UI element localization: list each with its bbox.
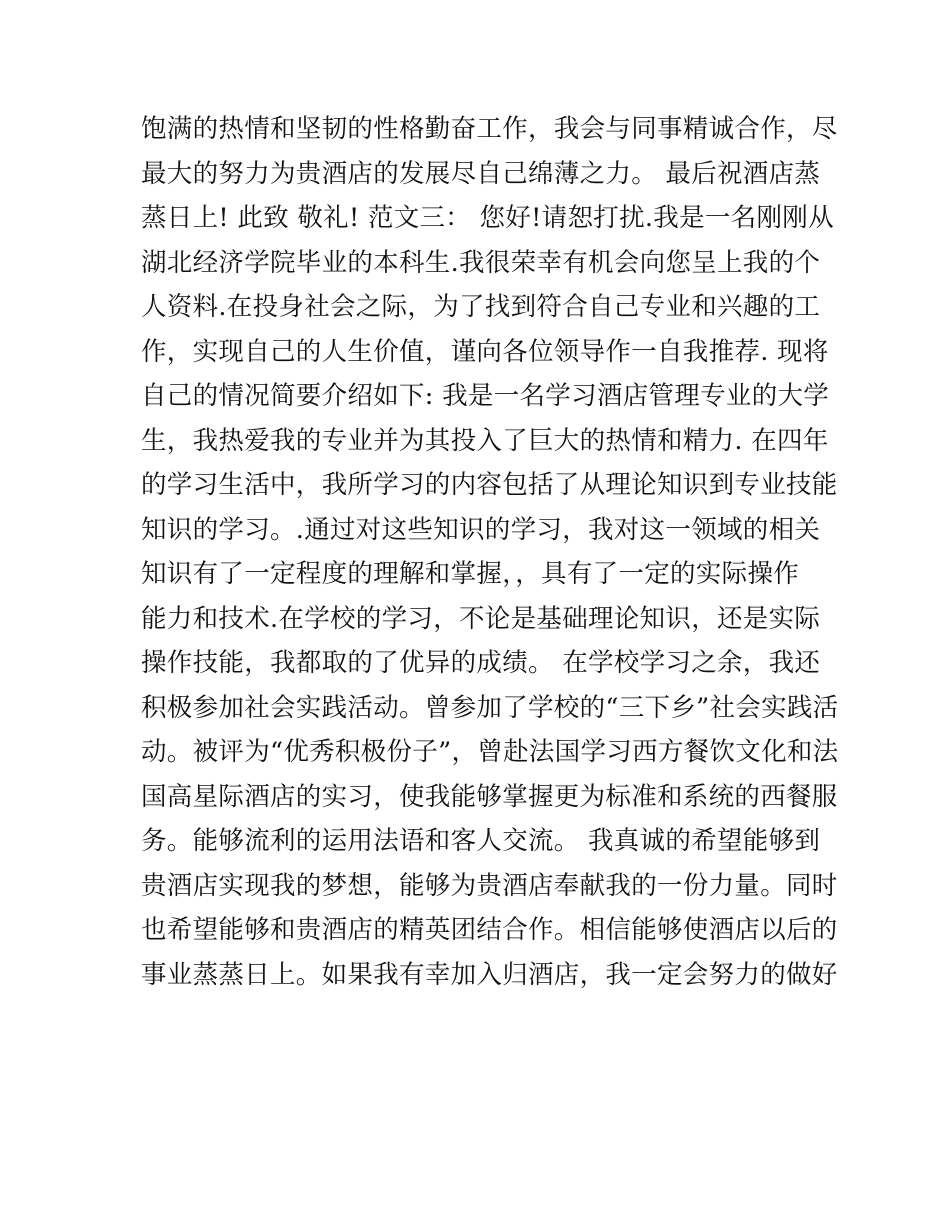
- text-line: 贵酒店实现我的梦想，能够为贵酒店奉献我的一份力量。同时: [141, 870, 838, 901]
- text-line: 最大的努力为贵酒店的发展尽自己绵薄之力。 最后祝酒店蒸: [141, 158, 821, 189]
- text-line: 饱满的热情和坚韧的性格勤奋工作，我会与同事精诚合作，尽: [141, 114, 838, 144]
- text-line: 的学习生活中，我所学习的内容包括了从理论知识到专业技能: [141, 470, 838, 500]
- body-text: [141, 107, 839, 997]
- text-line: 蒸日上! 此致 敬礼! 范文三： 您好!请恕打扰.我是一名刚刚从: [141, 203, 834, 233]
- text-line: 操作技能，我都取的了优异的成绩。 在学校学习之余，我还: [141, 648, 821, 678]
- text-line: 作，实现自己的人生价值，谨向各位领导作一自我推荐. 现将: [141, 336, 829, 367]
- text-line: 也希望能够和贵酒店的精英团结合作。相信能够使酒店以后的: [141, 915, 838, 945]
- text-line: 国高星际酒店的实习，使我能够掌握更为标准和系统的西餐服: [141, 781, 838, 812]
- text-line: 人资料.在投身社会之际，为了找到符合自己专业和兴趣的工: [141, 292, 821, 322]
- text-line: 知识有了一定程度的理解和掌握，，具有了一定的实际操作: [141, 559, 800, 589]
- text-line: 积极参加社会实践活动。曾参加了学校的“三下乡”社会实践活: [141, 692, 839, 723]
- text-line: 湖北经济学院毕业的本科生.我很荣幸有机会向您呈上我的个: [141, 247, 821, 278]
- text-line: 动。被评为“优秀积极份子”，曾赴法国学习西方餐饮文化和法: [141, 737, 839, 767]
- text-line: 能力和技术.在学校的学习，不论是基础理论知识，还是实际: [141, 603, 821, 634]
- text-line: 务。能够流利的运用法语和客人交流。 我真诚的希望能够到: [141, 826, 821, 856]
- text-line: 自己的情况简要介绍如下: 我是一名学习酒店管理专业的大学: [141, 381, 830, 411]
- text-line: 生，我热爱我的专业并为其投入了巨大的热情和精力. 在四年: [141, 425, 829, 456]
- text-line: 事业蒸蒸日上。如果我有幸加入归酒店，我一定会努力的做好: [141, 959, 838, 990]
- text-line: 知识的学习。.通过对这些知识的学习，我对这一领域的相关: [141, 514, 821, 545]
